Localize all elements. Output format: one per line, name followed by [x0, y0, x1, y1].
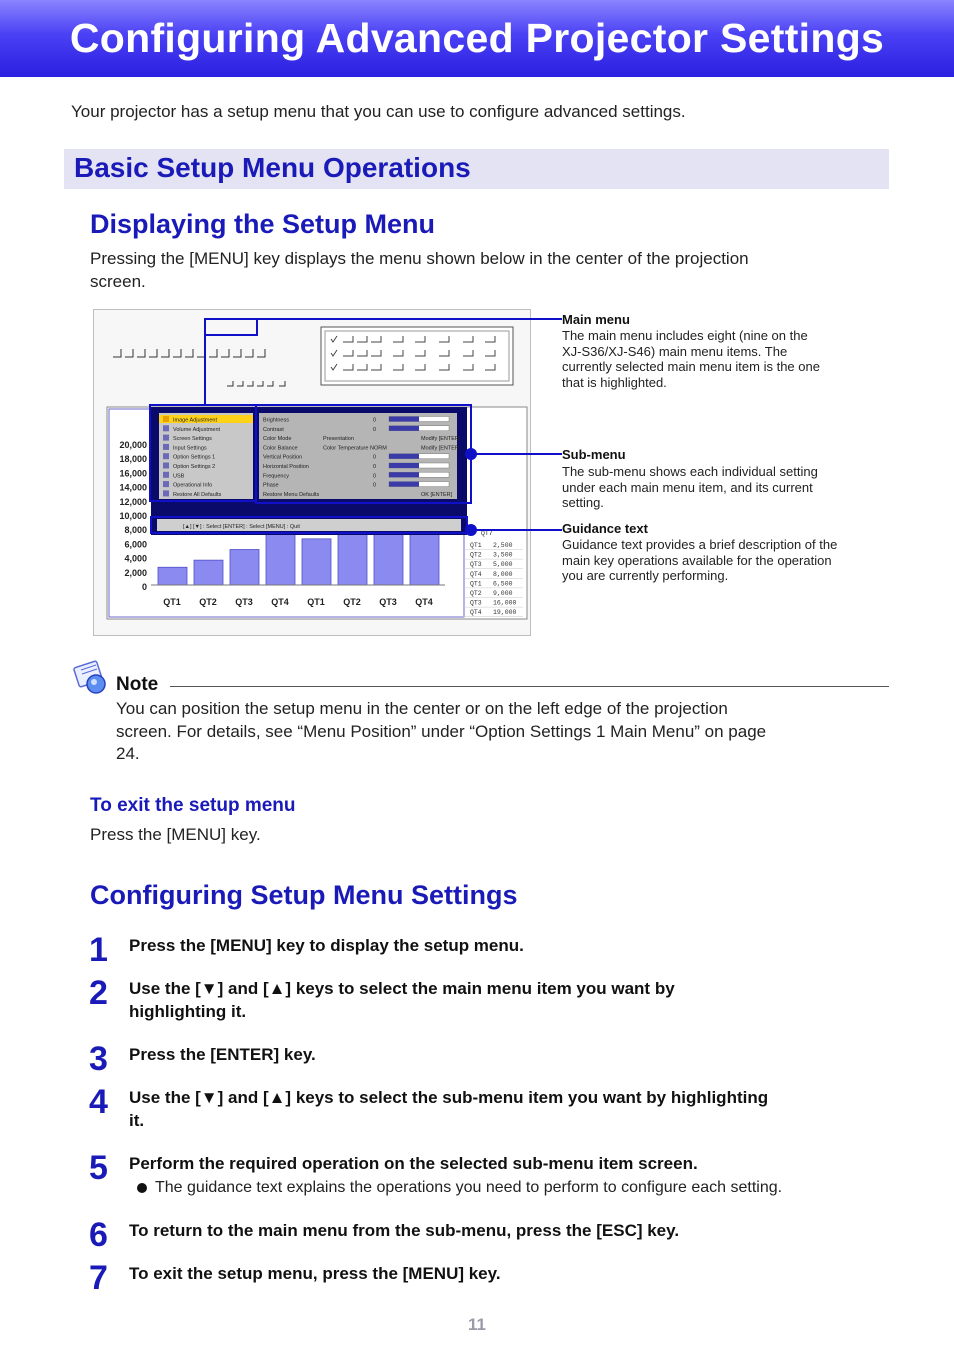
- sub-item-slider-fill: [389, 472, 419, 477]
- menu-item-icon: [163, 435, 169, 441]
- callout-line: you are currently performing.: [562, 568, 729, 584]
- step-text: [129, 977, 854, 1023]
- sub-item-slider-fill: [389, 417, 419, 422]
- step-text-line: highlighting it.: [129, 1002, 247, 1021]
- chart-y-tick: 6,000: [124, 539, 147, 550]
- callout-line: The sub-menu shows each individual setting: [562, 464, 818, 479]
- step-number: 3: [89, 1040, 108, 1078]
- table-header: QT7: [481, 530, 493, 537]
- sub-item-label: Color Mode: [263, 436, 292, 443]
- table-cell: 5,000: [493, 561, 513, 569]
- chart-x-tick: QT3: [379, 597, 397, 607]
- step-text-line: it.: [129, 1111, 145, 1130]
- table-cell: QT1: [470, 580, 482, 588]
- table-cell: QT4: [470, 570, 482, 578]
- section-title: Basic Setup Menu Operations: [74, 152, 471, 183]
- menu-item-icon: [163, 444, 169, 450]
- chart-y-tick: 10,000: [119, 511, 147, 521]
- step-number: 1: [89, 931, 108, 969]
- table-cell: QT4: [470, 609, 482, 617]
- callout-guidance-body: [562, 537, 837, 584]
- subsection-title-display: Displaying the Setup Menu: [90, 209, 436, 239]
- display-text-line1: Pressing the [MENU] key displays the menu shown below in the center of the projection: [90, 249, 749, 268]
- menu-item-icon: [163, 453, 169, 459]
- intro-text: Your projector has a setup menu that you can use to configure advanced settings.: [71, 102, 686, 121]
- note-label: Note: [116, 674, 159, 695]
- sub-item-label: Color Balance: [263, 445, 298, 452]
- chart-x-tick: QT1: [307, 597, 325, 607]
- chart-x-tick: QT2: [343, 597, 361, 607]
- callout-guidance-head: Guidance text: [562, 521, 648, 536]
- chart-y-tick: 2,000: [124, 567, 147, 578]
- step-text-line: Press the [ENTER] key.: [129, 1045, 316, 1064]
- callout-line: main key operations available for the operation: [562, 552, 832, 568]
- callout-line: The main menu includes eight (nine on the: [562, 328, 808, 343]
- sub-item-label: Contrast: [263, 426, 284, 433]
- step-text-line: To return to the main menu from the sub-menu, press the [ESC] key.: [129, 1221, 680, 1240]
- table-cell: 16,000: [493, 599, 517, 607]
- sub-item-value: 0: [373, 426, 377, 433]
- sub-item-label: Horizontal Position: [263, 464, 309, 470]
- sub-item-slider-fill: [389, 463, 419, 468]
- menu-item-icon: [163, 416, 169, 422]
- chart-x-tick: QT3: [235, 597, 253, 607]
- sub-item-value: 0: [373, 417, 377, 424]
- menu-item-label: Image Adjustment: [173, 417, 218, 424]
- step5-bullet-text: The guidance text explains the operations you need to perform to configure each setting.: [155, 1179, 783, 1196]
- menu-item-label: USB: [173, 473, 185, 480]
- chart-y-tick-labels: [119, 440, 147, 592]
- sub-item-label: Phase: [263, 482, 279, 489]
- table-cell: 2,500: [493, 542, 513, 549]
- callout-sub-menu-head: Sub-menu: [562, 447, 626, 462]
- menu-item-label: Operational Info: [173, 482, 213, 489]
- chart-x-tick: QT4: [415, 597, 433, 607]
- menu-item-label: Screen Settings: [173, 436, 212, 443]
- chart-bar: [266, 528, 295, 585]
- step-text-line: Use the [▼] and [▲] keys to select the sub-menu item you want by highlighting: [129, 1088, 769, 1107]
- callout-main-menu-head: Main menu: [562, 312, 630, 327]
- menu-item-label: Option Settings 2: [173, 464, 216, 470]
- sub-item-value: 0: [373, 482, 377, 489]
- table-cell: QT3: [470, 599, 482, 607]
- step-text-line: Use the [▼] and [▲] keys to select the main menu item you want by: [129, 979, 675, 998]
- menu-item-label: Restore All Defaults: [173, 491, 222, 498]
- step-text-line: To exit the setup menu, press the [MENU] key.: [129, 1264, 501, 1283]
- chart-y-tick: 18,000: [119, 454, 147, 465]
- table-cell: 3,500: [493, 551, 513, 559]
- sub-item-slider-fill: [389, 454, 419, 459]
- step-number: 4: [89, 1083, 108, 1121]
- sub-item-value: Presentation: [323, 436, 354, 443]
- sub-item-label: Brightness: [263, 417, 289, 424]
- page-title: Configuring Advanced Projector Settings: [69, 15, 885, 61]
- chart-y-tick: 8,000: [124, 525, 147, 536]
- page-number: 11: [468, 1315, 486, 1334]
- callout-line: under each main menu item, and its current: [562, 479, 813, 495]
- sub-item-value: 0: [373, 473, 377, 480]
- sub-item-label: Frequency: [263, 473, 289, 480]
- sub-item-value: Color Temperature NORM: [323, 445, 387, 452]
- table-cell: 8,000: [493, 570, 513, 578]
- note-icon: [72, 656, 112, 696]
- table-cell: QT1: [470, 542, 482, 549]
- menu-item-icon: [163, 481, 169, 487]
- menu-item-icon: [163, 425, 169, 431]
- table-cell: QT2: [470, 590, 482, 597]
- guidance-text-bar: [▲] [▼] : Select [ENTER] : Select [MENU] : Quit: [183, 524, 300, 530]
- sub-item-label: Restore Menu Defaults: [263, 491, 320, 498]
- note-text: [116, 698, 856, 766]
- menu-item-icon: [163, 463, 169, 469]
- sub-item-action: OK [ENTER]: [421, 491, 453, 498]
- note-text-line: 24.: [116, 744, 140, 763]
- menu-item-label: Input Settings: [173, 445, 207, 452]
- sub-item-action: Modify [ENTER]: [421, 445, 461, 452]
- note-text-line: You can position the setup menu in the center or on the left edge of the projection: [116, 699, 728, 718]
- table-cell: 6,500: [493, 580, 513, 588]
- sub-item-value: 0: [373, 454, 377, 461]
- step-text: [129, 1043, 854, 1066]
- step-text: [129, 1262, 854, 1285]
- sub-item-slider-fill: [389, 482, 419, 487]
- bullet-dot: [137, 1183, 147, 1193]
- sub-item-value: 0: [373, 464, 377, 470]
- callout-line: XJ-S36/XJ-S46) main menu items. The: [562, 343, 788, 359]
- chart-bar: [158, 567, 187, 585]
- setup-menu-screenshot: [93, 309, 531, 636]
- step-text: [129, 1086, 854, 1132]
- sub-item-label: Vertical Position: [263, 454, 303, 461]
- callout-sub-menu-body: [562, 464, 818, 511]
- step-number: 2: [89, 974, 108, 1012]
- menu-item-label: Option Settings 1: [173, 454, 216, 461]
- callout-line: Guidance text provides a brief description of the: [562, 537, 838, 552]
- sub-item-action: Modify [ENTER]: [421, 436, 461, 443]
- step-text: [129, 1219, 854, 1242]
- step-text-line: Press the [MENU] key to display the setup menu.: [129, 936, 524, 955]
- sub-item-slider-fill: [389, 426, 419, 431]
- exit-menu-title: To exit the setup menu: [90, 795, 296, 816]
- chart-bar: [194, 560, 223, 585]
- chart-x-tick: QT2: [199, 597, 217, 607]
- chart-y-tick: 14,000: [119, 482, 147, 493]
- menu-item-icon: [163, 472, 169, 478]
- callout-line: currently selected main menu item is the one: [562, 359, 820, 375]
- chart-bar: [302, 539, 331, 585]
- table-cell: 19,000: [493, 609, 517, 617]
- table-cell: QT2: [470, 551, 482, 559]
- note-text-line: screen. For details, see “Menu Position” under “Option Settings 1 Main Menu” on page: [116, 721, 767, 741]
- chart-y-tick: 20,000: [119, 440, 147, 450]
- chart-x-tick: QT1: [163, 597, 181, 607]
- chart-y-tick: 12,000: [119, 496, 147, 507]
- display-text-line2: screen.: [90, 272, 146, 291]
- chart-y-tick: 16,000: [119, 468, 147, 479]
- step-text: [129, 934, 854, 957]
- chart-y-tick: 0: [141, 582, 147, 592]
- step-number: 7: [89, 1259, 108, 1297]
- callout-main-menu-body: [562, 328, 820, 390]
- chart-bar: [230, 550, 259, 586]
- menu-item-icon: [163, 490, 169, 496]
- chart-y-tick: 4,000: [124, 553, 147, 564]
- exit-menu-text: Press the [MENU] key.: [90, 825, 261, 844]
- subsection-title-configuring: Configuring Setup Menu Settings: [90, 880, 518, 910]
- chart-x-tick: QT4: [271, 597, 289, 607]
- callout-line: setting.: [562, 495, 604, 511]
- table-cell: 9,000: [493, 590, 513, 597]
- step-number: 5: [89, 1149, 108, 1187]
- note-divider: [170, 686, 889, 687]
- menu-item-label: Volume Adjustment: [173, 426, 221, 433]
- table-cell: QT3: [470, 561, 482, 569]
- step-text-line: Perform the required operation on the selected sub-menu item screen.: [129, 1154, 698, 1173]
- step-text: [129, 1152, 854, 1175]
- callout-line: that is highlighted.: [562, 374, 667, 390]
- step-number: 6: [89, 1216, 108, 1254]
